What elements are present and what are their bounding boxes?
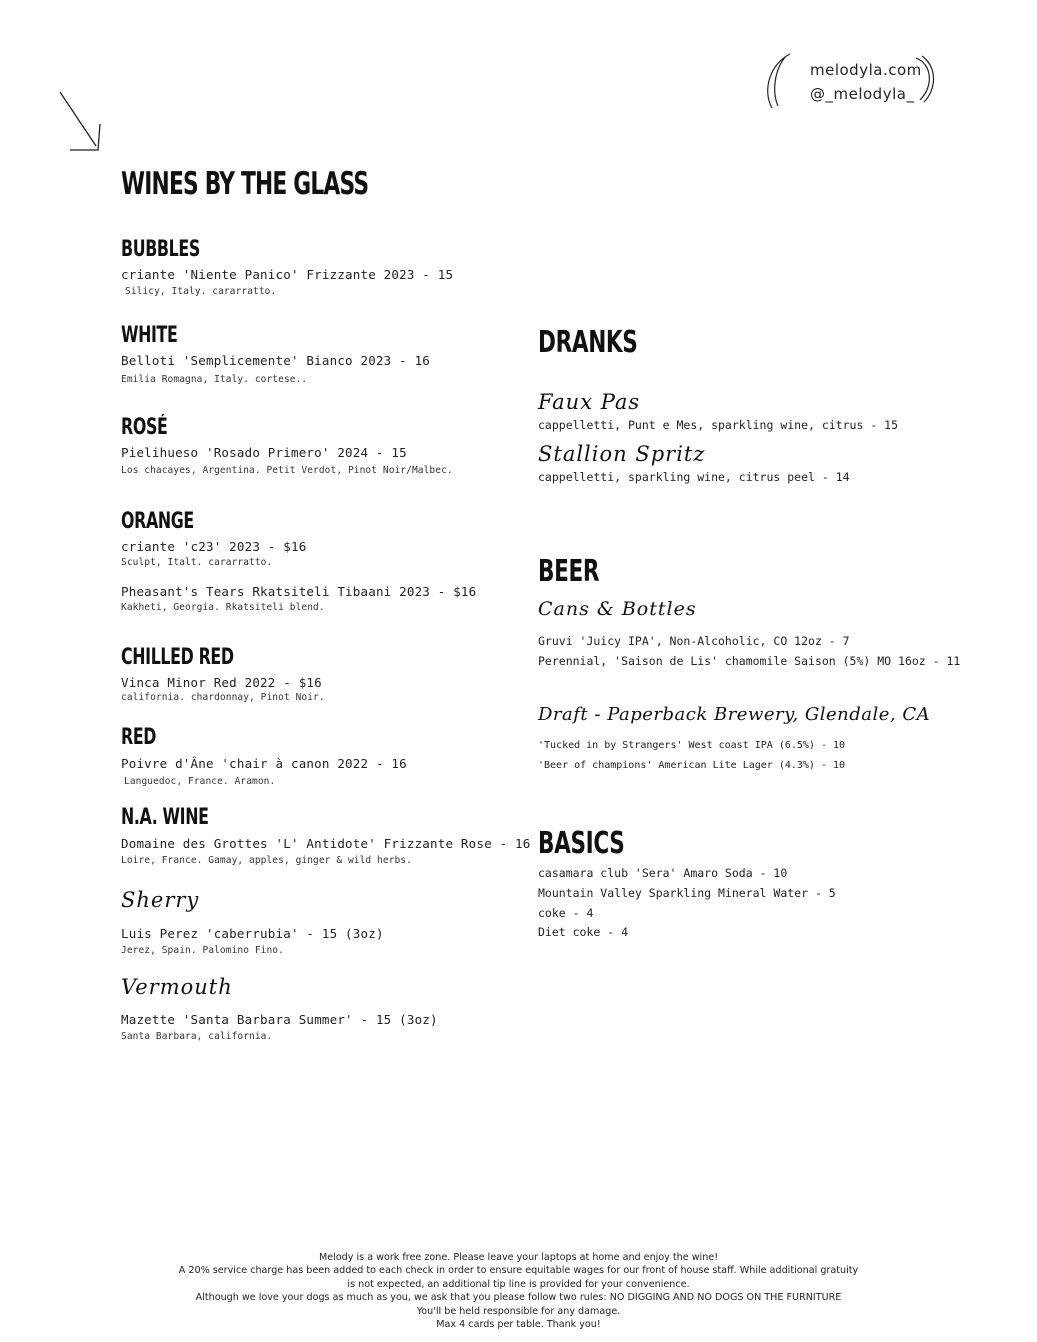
section-heading-orange: ORANGE xyxy=(121,509,194,534)
website-link[interactable]: melodyla.com xyxy=(810,61,922,79)
footer-line: is not expected, an additional tip line is provided for your convenience. xyxy=(347,1278,690,1290)
basics-item: Diet coke - 4 xyxy=(538,925,629,939)
contact-block xyxy=(760,50,940,112)
wine-detail: Languedoc, France. Aramon. xyxy=(124,776,276,787)
beer-item: 'Tucked in by Strangers' West coast IPA (6.5%) - 10 xyxy=(538,740,846,751)
cocktail-name-faux-pas: Faux Pas xyxy=(538,390,641,414)
section-heading-dranks: DRANKS xyxy=(538,325,638,360)
social-handle[interactable]: @_melodyla_ xyxy=(810,85,915,103)
section-heading-white: WHITE xyxy=(121,323,178,348)
footer-line: Melody is a work free zone. Please leave your laptops at home and enjoy the wine! xyxy=(318,1252,719,1263)
section-heading-chilled-red: CHILLED RED xyxy=(121,645,234,670)
wine-detail: Sculpt, Italt. cararratto. xyxy=(121,557,273,568)
wine-detail: Los chacayes, Argentina. Petit Verdot, Pinot Noir/Malbec. xyxy=(121,465,453,476)
wine-item: Mazette 'Santa Barbara Summer' - 15 (3oz) xyxy=(121,1012,438,1027)
wine-detail: Silicy, Italy. cararratto. xyxy=(125,286,277,297)
section-heading-sherry: Sherry xyxy=(121,888,200,912)
wine-item: Luis Perez 'caberrubia' - 15 (3oz) xyxy=(121,926,384,941)
footer-line: You'll be held responsible for any damage. xyxy=(416,1305,621,1317)
section-heading-rose: ROSÉ xyxy=(121,415,168,440)
wine-item: criante 'Niente Panico' Frizzante 2023 - 15 xyxy=(121,267,454,282)
wine-detail: Kakheti, Georgia. Rkatsiteli blend. xyxy=(121,602,325,613)
beer-item: Perennial, 'Saison de Lis' chamomile Saison (5%) MO 16oz - 11 xyxy=(538,654,961,668)
subheading-draft: Draft - Paperback Brewery, Glendale, CA xyxy=(538,704,931,725)
wine-detail: california. chardonnay, Pinot Noir. xyxy=(121,692,325,703)
subheading-cans-bottles: Cans & Bottles xyxy=(538,598,697,620)
wine-item: Pheasant's Tears Rkatsiteli Tibaani 2023 - $16 xyxy=(121,584,477,599)
wine-item: Domaine des Grottes 'L' Antidote' Frizzante Rose - 16 xyxy=(121,836,531,851)
wine-detail: Jerez, Spain. Palomino Fino. xyxy=(121,945,284,956)
section-heading-na-wine: N.A. WINE xyxy=(121,805,209,830)
cocktail-description: cappelletti, Punt e Mes, sparkling wine, citrus - 15 xyxy=(538,418,899,432)
beer-item: Gruvi 'Juicy IPA', Non-Alcoholic, CO 12oz - 7 xyxy=(538,634,850,648)
basics-item: Mountain Valley Sparkling Mineral Water - 5 xyxy=(538,886,836,900)
section-heading-vermouth: Vermouth xyxy=(121,975,233,999)
section-heading-basics: BASICS xyxy=(538,826,625,861)
section-heading-beer: BEER xyxy=(538,554,600,589)
cocktail-description: cappelletti, sparkling wine, citrus peel - 14 xyxy=(538,470,850,484)
wine-item: Pielihueso 'Rosado Primero' 2024 - 15 xyxy=(121,445,407,460)
arrow-doodle-icon xyxy=(56,88,106,158)
footer-line: Max 4 cards per table. Thank you! xyxy=(436,1319,601,1331)
cocktail-name-stallion-spritz: Stallion Spritz xyxy=(538,442,706,466)
wine-item: Poivre d'Âne 'chair à canon 2022 - 16 xyxy=(121,756,407,771)
page-title: WINES BY THE GLASS xyxy=(121,166,369,202)
section-heading-bubbles: BUBBLES xyxy=(121,237,200,262)
wine-item: Vinca Minor Red 2022 - $16 xyxy=(121,675,322,690)
footer-line: Although we love your dogs as much as you, we ask that you please follow two rules: NO DIGGING AND NO DOGS ON THE FURNITURE xyxy=(195,1292,842,1304)
footer-line: A 20% service charge has been added to each check in order to ensure equitable wages for our front of house staff. While additional gratuity xyxy=(178,1265,859,1277)
beer-item: 'Beer of champions' American Lite Lager (4.3%) - 10 xyxy=(538,760,846,771)
wine-item: Belloti 'Semplicemente' Bianco 2023 - 16 xyxy=(121,353,431,368)
wine-detail: Loire, France. Gamay, apples, ginger & wild herbs. xyxy=(121,855,412,866)
basics-item: casamara club 'Sera' Amaro Soda - 10 xyxy=(538,866,788,880)
wine-detail: Emilia Romagna, Italy. cortese.. xyxy=(121,374,308,385)
footer-notes xyxy=(0,1251,1037,1331)
wine-detail: Santa Barbara, california. xyxy=(121,1031,273,1042)
section-heading-red: RED xyxy=(121,725,157,750)
basics-item: coke - 4 xyxy=(538,906,594,920)
wine-item: criante 'c23' 2023 - $16 xyxy=(121,539,307,554)
